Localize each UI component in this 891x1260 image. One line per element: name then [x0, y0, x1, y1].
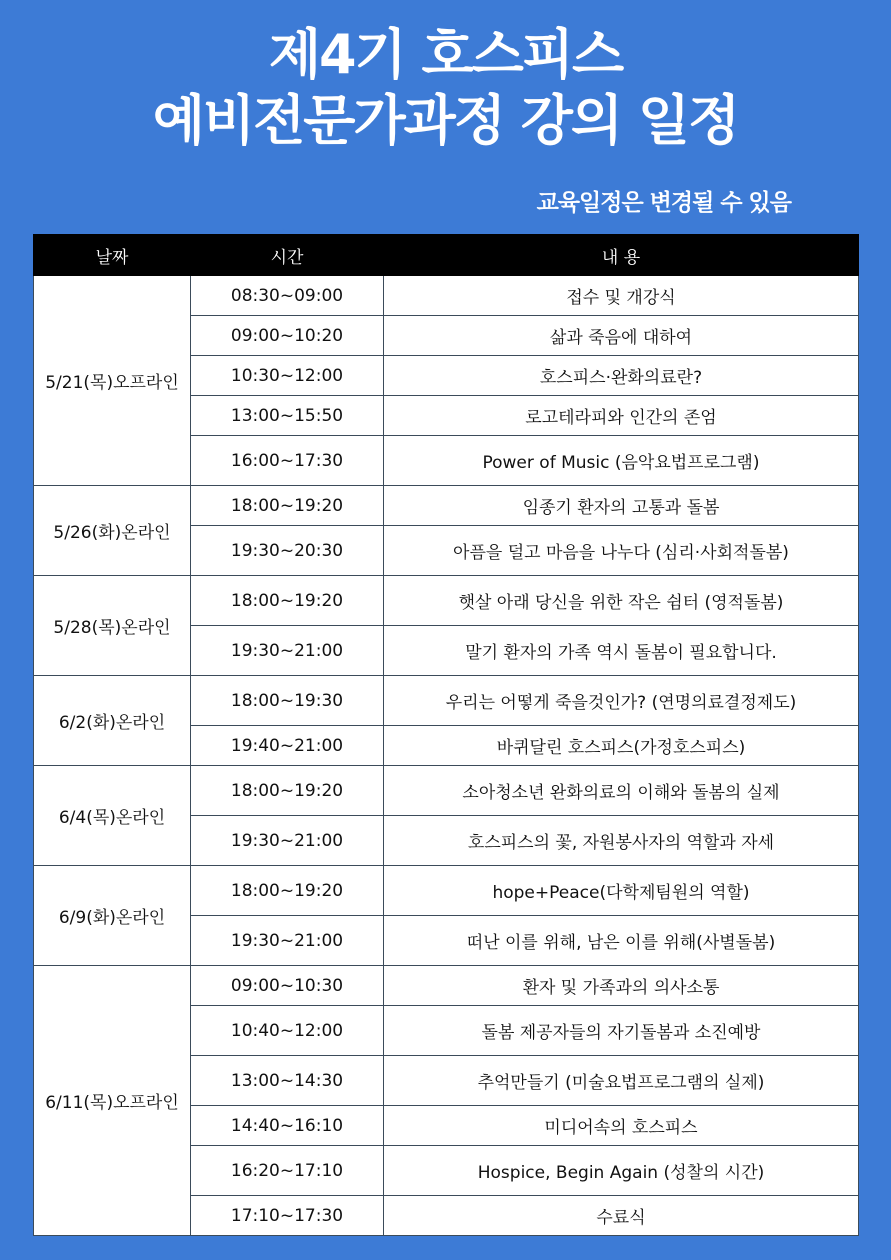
content-cell: Power of Music (음악요법프로그램)	[384, 436, 859, 486]
time-cell: 10:40~12:00	[191, 1006, 384, 1056]
content-cell: 바퀴달린 호스피스(가정호스피스)	[384, 726, 859, 766]
table-row	[34, 486, 859, 526]
date-cell: 6/4(목)온라인	[34, 766, 191, 866]
content-cell: 햇살 아래 당신을 위한 작은 쉼터 (영적돌봄)	[384, 576, 859, 626]
date-cell: 5/26(화)온라인	[34, 486, 191, 576]
time-cell: 19:30~21:00	[191, 916, 384, 966]
date-cell: 5/21(목)오프라인	[34, 276, 191, 486]
time-cell: 10:30~12:00	[191, 356, 384, 396]
time-cell: 13:00~14:30	[191, 1056, 384, 1106]
time-cell: 13:00~15:50	[191, 396, 384, 436]
table-header-row	[34, 235, 859, 276]
time-cell: 17:10~17:30	[191, 1196, 384, 1236]
time-cell: 19:30~21:00	[191, 816, 384, 866]
date-cell: 6/2(화)온라인	[34, 676, 191, 766]
content-cell: 미디어속의 호스피스	[384, 1106, 859, 1146]
schedule-body	[34, 276, 859, 1236]
content-cell: 호스피스의 꽃, 자원봉사자의 역할과 자세	[384, 816, 859, 866]
content-cell: 말기 환자의 가족 역시 돌봄이 필요합니다.	[384, 626, 859, 676]
table-row	[34, 766, 859, 816]
content-cell: Hospice, Begin Again (성찰의 시간)	[384, 1146, 859, 1196]
content-cell: 접수 및 개강식	[384, 276, 859, 316]
time-cell: 19:40~21:00	[191, 726, 384, 766]
content-cell: 호스피스·완화의료란?	[384, 356, 859, 396]
header-date: 날짜	[34, 235, 191, 276]
content-cell: 수료식	[384, 1196, 859, 1236]
date-cell: 6/11(목)오프라인	[34, 966, 191, 1236]
date-cell: 6/9(화)온라인	[34, 866, 191, 966]
time-cell: 16:20~17:10	[191, 1146, 384, 1196]
content-cell: 돌봄 제공자들의 자기돌봄과 소진예방	[384, 1006, 859, 1056]
content-cell: 삶과 죽음에 대하여	[384, 316, 859, 356]
time-cell: 09:00~10:30	[191, 966, 384, 1006]
time-cell: 18:00~19:30	[191, 676, 384, 726]
time-cell: 19:30~21:00	[191, 626, 384, 676]
time-cell: 19:30~20:30	[191, 526, 384, 576]
time-cell: 18:00~19:20	[191, 866, 384, 916]
content-cell: 아픔을 덜고 마음을 나누다 (심리·사회적돌봄)	[384, 526, 859, 576]
content-cell: 로고테라피와 인간의 존엄	[384, 396, 859, 436]
time-cell: 18:00~19:20	[191, 486, 384, 526]
date-cell: 5/28(목)온라인	[34, 576, 191, 676]
content-cell: 임종기 환자의 고통과 돌봄	[384, 486, 859, 526]
time-cell: 18:00~19:20	[191, 576, 384, 626]
content-cell: 떠난 이를 위해, 남은 이를 위해(사별돌봄)	[384, 916, 859, 966]
content-cell: 환자 및 가족과의 의사소통	[384, 966, 859, 1006]
time-cell: 16:00~17:30	[191, 436, 384, 486]
content-cell: 소아청소년 완화의료의 이해와 돌봄의 실제	[384, 766, 859, 816]
header-time: 시간	[191, 235, 384, 276]
content-cell: hope+Peace(다학제팀원의 역할)	[384, 866, 859, 916]
content-cell: 우리는 어떻게 죽을것인가? (연명의료결정제도)	[384, 676, 859, 726]
time-cell: 18:00~19:20	[191, 766, 384, 816]
table-row	[34, 966, 859, 1006]
table-row	[34, 676, 859, 726]
title-line-2: 예비전문가과정 강의 일정	[152, 89, 739, 152]
schedule-change-note: 교육일정은 변경될 수 있음	[536, 190, 791, 216]
page-title	[0, 22, 891, 154]
table-row	[34, 276, 859, 316]
time-cell: 14:40~16:10	[191, 1106, 384, 1146]
schedule-table	[33, 234, 859, 1236]
content-cell: 추억만들기 (미술요법프로그램의 실제)	[384, 1056, 859, 1106]
time-cell: 08:30~09:00	[191, 276, 384, 316]
table-row	[34, 866, 859, 916]
title-line-1: 제4기 호스피스	[268, 23, 623, 86]
header-content: 내 용	[384, 235, 859, 276]
time-cell: 09:00~10:20	[191, 316, 384, 356]
table-row	[34, 576, 859, 626]
